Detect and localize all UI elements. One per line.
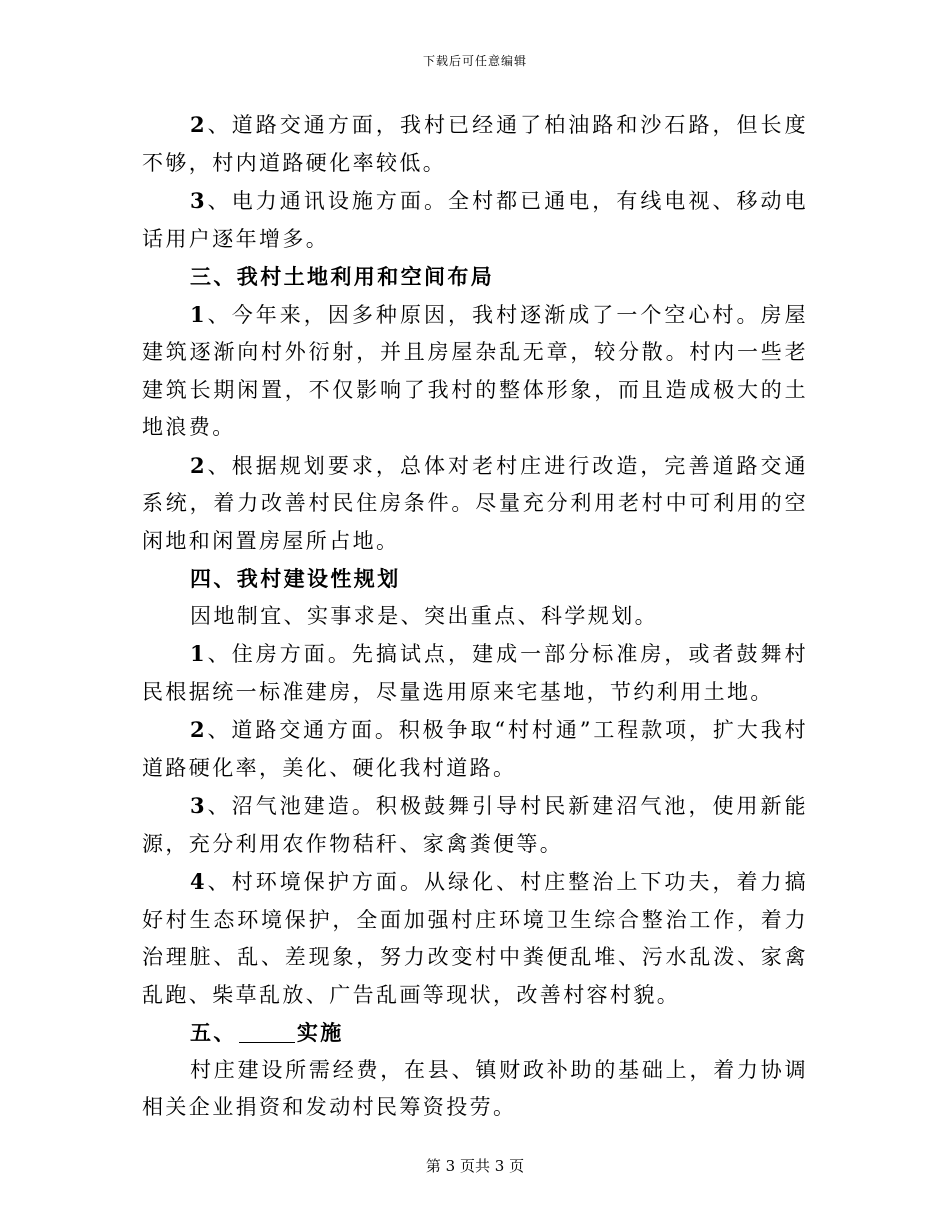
paragraph-text: 、道路交通方面。积极争取“村村通”工程款项，扩大我村道路硬化率，美化、硬化我村道路。 [142,718,808,780]
paragraph-text: 、根据规划要求，总体对老村庄进行改造，完善道路交通系统，着力改善村民住房条件。尽量充分利用老村中可利用的空闲地和闲置房屋所占地。 [142,453,808,553]
fill-in-blank [239,1021,295,1043]
section-heading-land-use: 三、我村土地利用和空间布局 [190,264,495,289]
paragraph-housing [142,635,808,711]
paragraph-text: 、村环境保护方面。从绿化、村庄整治上下功夫，着力搞好村生态环境保护，全面加强村庄环境卫生综合整治工作，着力治理脏、乱、差现象，努力改变村中粪便乱堆、污水乱泼、家禽乱跑、柴草乱放、广告乱画等现状，改善村容村貌。 [142,870,808,1007]
paragraph-hollow-village [142,296,808,447]
paragraph-text: 、沼气池建造。积极鼓舞引导村民新建沼气池，使用新能源，充分利用农作物秸秆、家禽粪便等。 [142,794,808,856]
item-number: 2 [190,112,208,137]
paragraph-funding [142,1052,808,1127]
paragraph-text: 村庄建设所需经费，在县、镇财政补助的基础上，着力协调相关企业捐资和发动村民筹资投劳。 [142,1057,808,1119]
item-number: 2 [190,717,208,742]
item-number: 3 [190,188,208,213]
item-number: 1 [190,301,208,327]
paragraph-text: 、今年来，因多种原因，我村逐渐成了一个空心村。房屋建筑逐渐向村外衍射，并且房屋杂乱无章，较分散。村内一些老建筑长期闲置，不仅影响了我村的整体形象，而且造成极大的土地浪费。 [142,302,808,439]
page-footer: 第 3 页共 3 页 [425,1157,525,1175]
item-number: 4 [190,869,208,894]
section-heading-implementation [142,1014,808,1052]
paragraph-text: 因地制宜、实事求是、突出重点、科学规划。 [190,603,658,628]
document-body [142,106,808,1127]
paragraph-power-telecom [142,182,808,258]
paragraph-text: 、住房方面。先搞试点，建成一部分标准房，或者鼓舞村民根据统一标准建房，尽量选用原来宅基地，节约利用土地。 [142,642,808,704]
section-heading-planning: 四、我村建设性规划 [190,566,401,591]
heading-suffix: 实施 [296,1020,344,1045]
paragraph-text: 、电力通讯设施方面。全村都已通电，有线电视、移动电话用户逐年增多。 [142,189,808,251]
heading-prefix: 五、 [190,1020,237,1045]
item-number: 3 [190,793,208,818]
paragraph-text: 、道路交通方面，我村已经通了柏油路和沙石路，但长度不够，村内道路硬化率较低。 [142,113,808,175]
item-number: 1 [190,641,208,666]
paragraph-biogas [142,787,808,863]
paragraph-environment [142,863,808,1014]
paragraph-road-plan [142,711,808,787]
page-header: 下载后可任意编辑 [422,54,527,68]
paragraph-principles [142,598,808,636]
item-number: 2 [190,452,208,478]
paragraph-renovation [142,447,808,561]
paragraph-roads [142,106,808,182]
